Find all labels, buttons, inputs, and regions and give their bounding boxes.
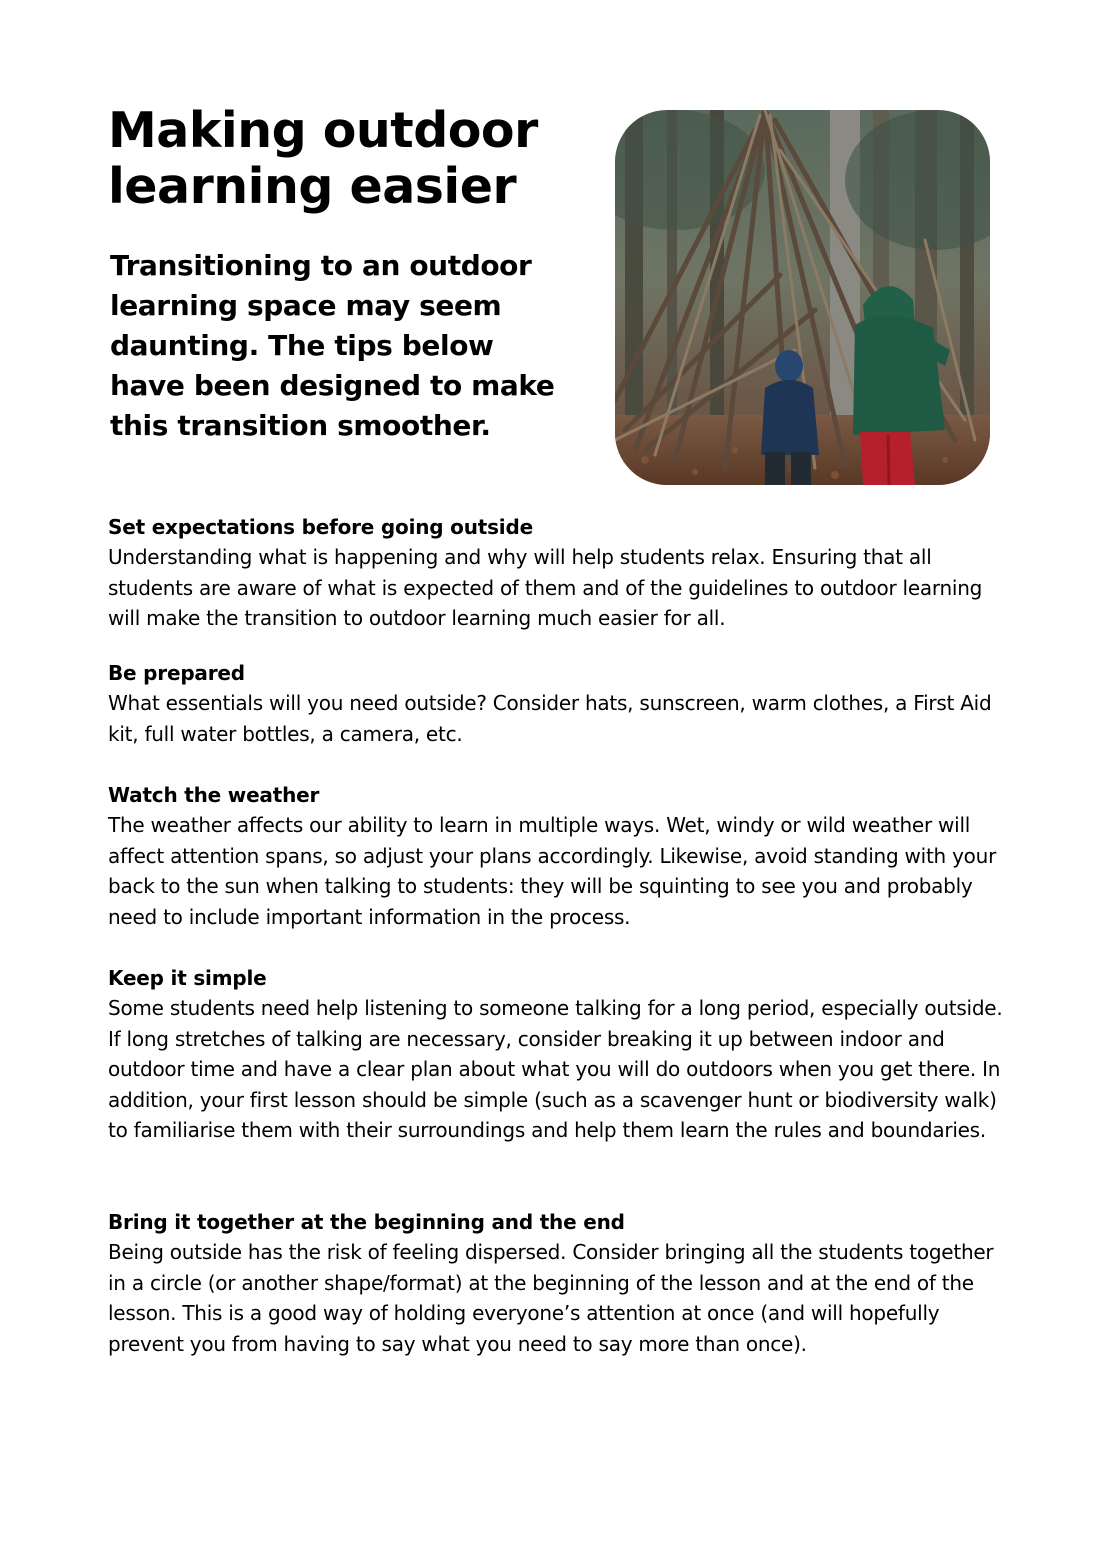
tip-bring-it-together [108,1207,1008,1359]
forest-photo-children-building-den [615,110,990,485]
section-body: What essentials will you need outside? Consider hats, sunscreen, warm clothes, a First Aid kit, full water bottles, a camera, etc. [108,691,992,746]
section-body: Understanding what is happening and why will help students relax. Ensuring that all students are aware of what is expected of them and of the guidelines to outdoor learning will make the transition to outdoor learning much easier for all. [108,545,983,630]
page-title: Making outdoor learning easier [108,102,538,215]
tip-set-expectations [108,512,1008,634]
section-heading: Set expectations before going outside [108,515,533,539]
intro-paragraph: Transitioning to an outdoor learning space may seem daunting. The tips below have been designed to make this transition smoother. [110,249,555,442]
section-body: Some students need help listening to someone talking for a long period, especially outside. If long stretches of talking are necessary, consider breaking it up between indoor and outdoor time and have a clear plan about what you will do outdoors when you get there. In addition, your first lesson should be simple (such as a scavenger hunt or biodiversity walk) to familiarise them with their surroundings and help them learn the rules and boundaries. [108,996,1003,1142]
section-heading: Watch the weather [108,783,320,807]
section-heading: Be prepared [108,661,245,685]
tip-be-prepared [108,658,1008,749]
tip-keep-it-simple [108,963,1008,1146]
section-heading: Keep it simple [108,966,267,990]
tip-watch-the-weather [108,780,1008,932]
section-body: The weather affects our ability to learn in multiple ways. Wet, windy or wild weather will affect attention spans, so adjust your plans accordingly. Likewise, avoid standing with your back to the sun when talking to students: they will be squinting to see you and probably need to include important information in the process. [108,813,997,929]
section-heading: Bring it together at the beginning and the end [108,1210,625,1234]
section-body: Being outside has the risk of feeling dispersed. Consider bringing all the students together in a circle (or another shape/format) at the beginning of the lesson and at the end of the lesson. This is a good way of holding everyone’s attention at once (and will hopefully prevent you from having to say what you need to say more than once). [108,1240,994,1356]
